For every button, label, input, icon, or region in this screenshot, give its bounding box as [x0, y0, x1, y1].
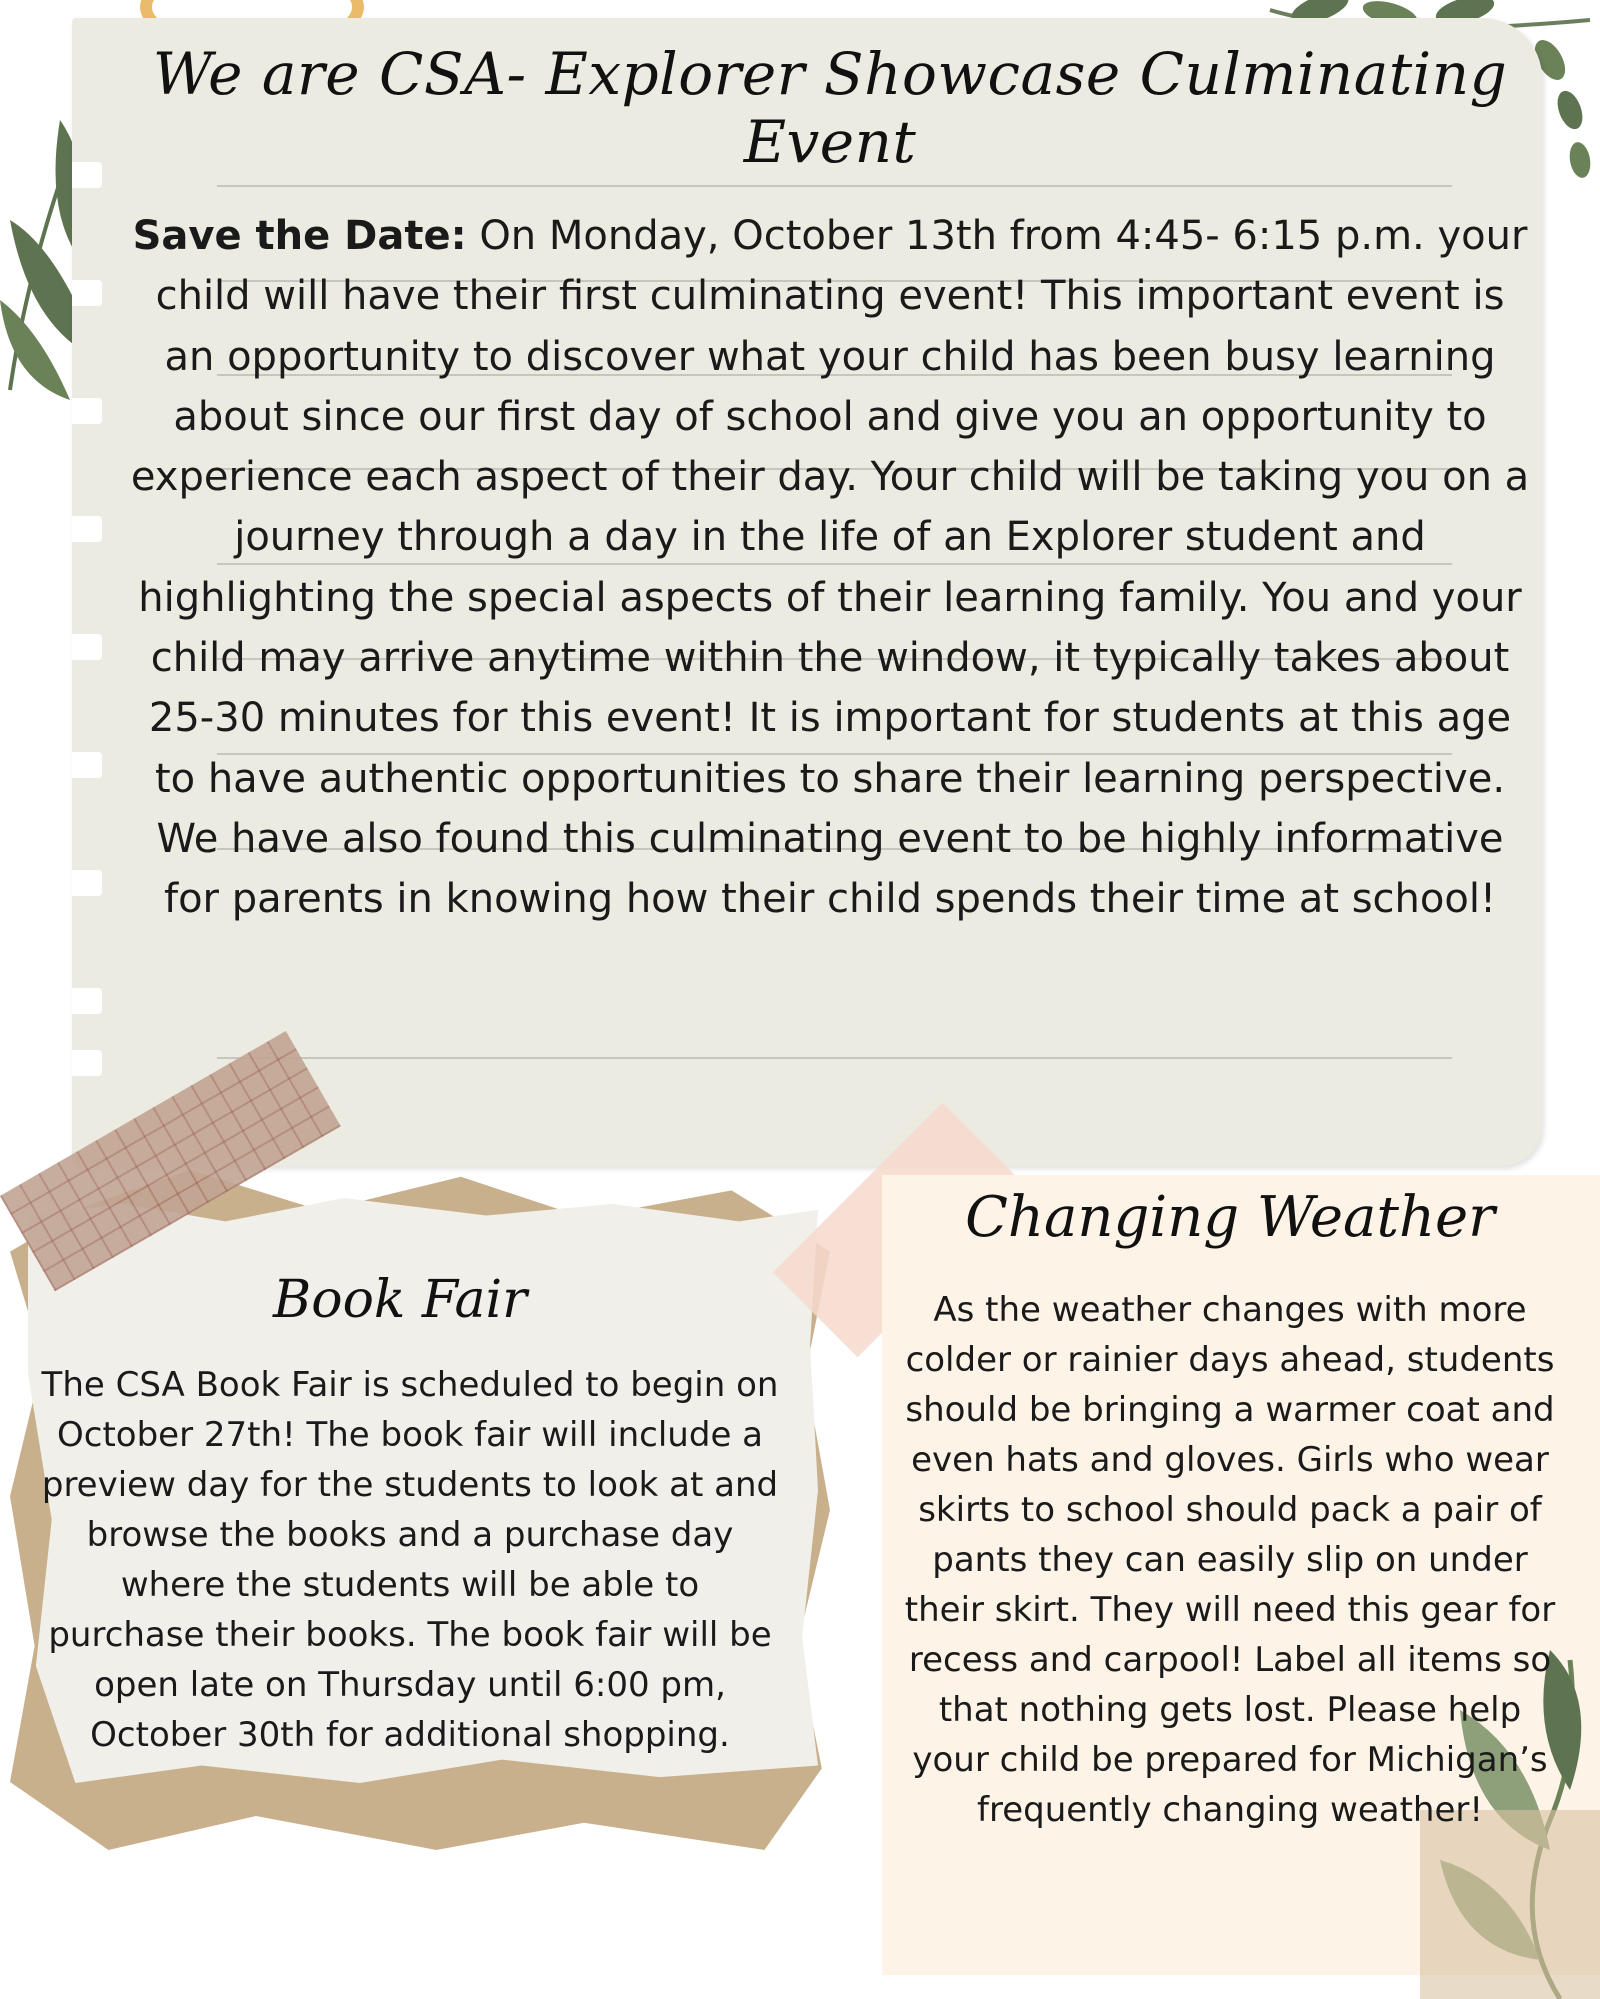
paper-notch — [72, 162, 102, 188]
paper-notch — [72, 516, 102, 542]
paper-notch — [72, 398, 102, 424]
paper-notch — [72, 988, 102, 1014]
showcase-body-text: On Monday, October 13th from 4:45- 6:15 p.m. your child will have their first culminating event! This important event is an opportunity to discover what your child has been busy learning about since our first day of school and give you an opportunity to experience each aspect of their day. Your child will be taking you on a journey through a day in the life of an Explorer student and highlighting the special aspects of their learning family. You and your child may arrive anytime within the window, it typically takes about 25-30 minutes for this event! It is important for students at this age to have authentic opportunities to share their learning perspective. We have also found this culminating event to be highly informative for parents in knowing how their child spends their time at school! — [130, 213, 1530, 923]
showcase-body — [125, 206, 1535, 930]
paper-notch — [72, 870, 102, 896]
paper-notch — [72, 634, 102, 660]
book-fair-body: The CSA Book Fair is scheduled to begin on October 27th! The book fair will include a preview day for the students to look at and browse the books and a purchase day where the students will be able to purchase their books. The book fair will be open late on Thursday until 6:00 pm, October 30th for additional shopping. — [41, 1365, 779, 1755]
paper-notch — [72, 752, 102, 778]
weather-title: Changing Weather — [965, 1185, 1495, 1250]
book-fair-title: Book Fair — [273, 1270, 527, 1330]
paper-notch — [72, 280, 102, 306]
save-the-date-label: Save the Date: — [132, 213, 467, 259]
paper-notch — [72, 1050, 102, 1076]
showcase-title: We are CSA- Explorer Showcase Culminating Event — [152, 40, 1508, 176]
weather-body: As the weather changes with more colder or rainier days ahead, students should be bringing a warmer coat and even hats and gloves. Girls who wear skirts to school should pack a pair of pants they can easily slip on under their skirt. They will need this gear for recess and carpool! Label all items so that nothing gets lost. Please help your child be prepared for Michigan’s frequently changing weather! — [904, 1290, 1556, 1830]
